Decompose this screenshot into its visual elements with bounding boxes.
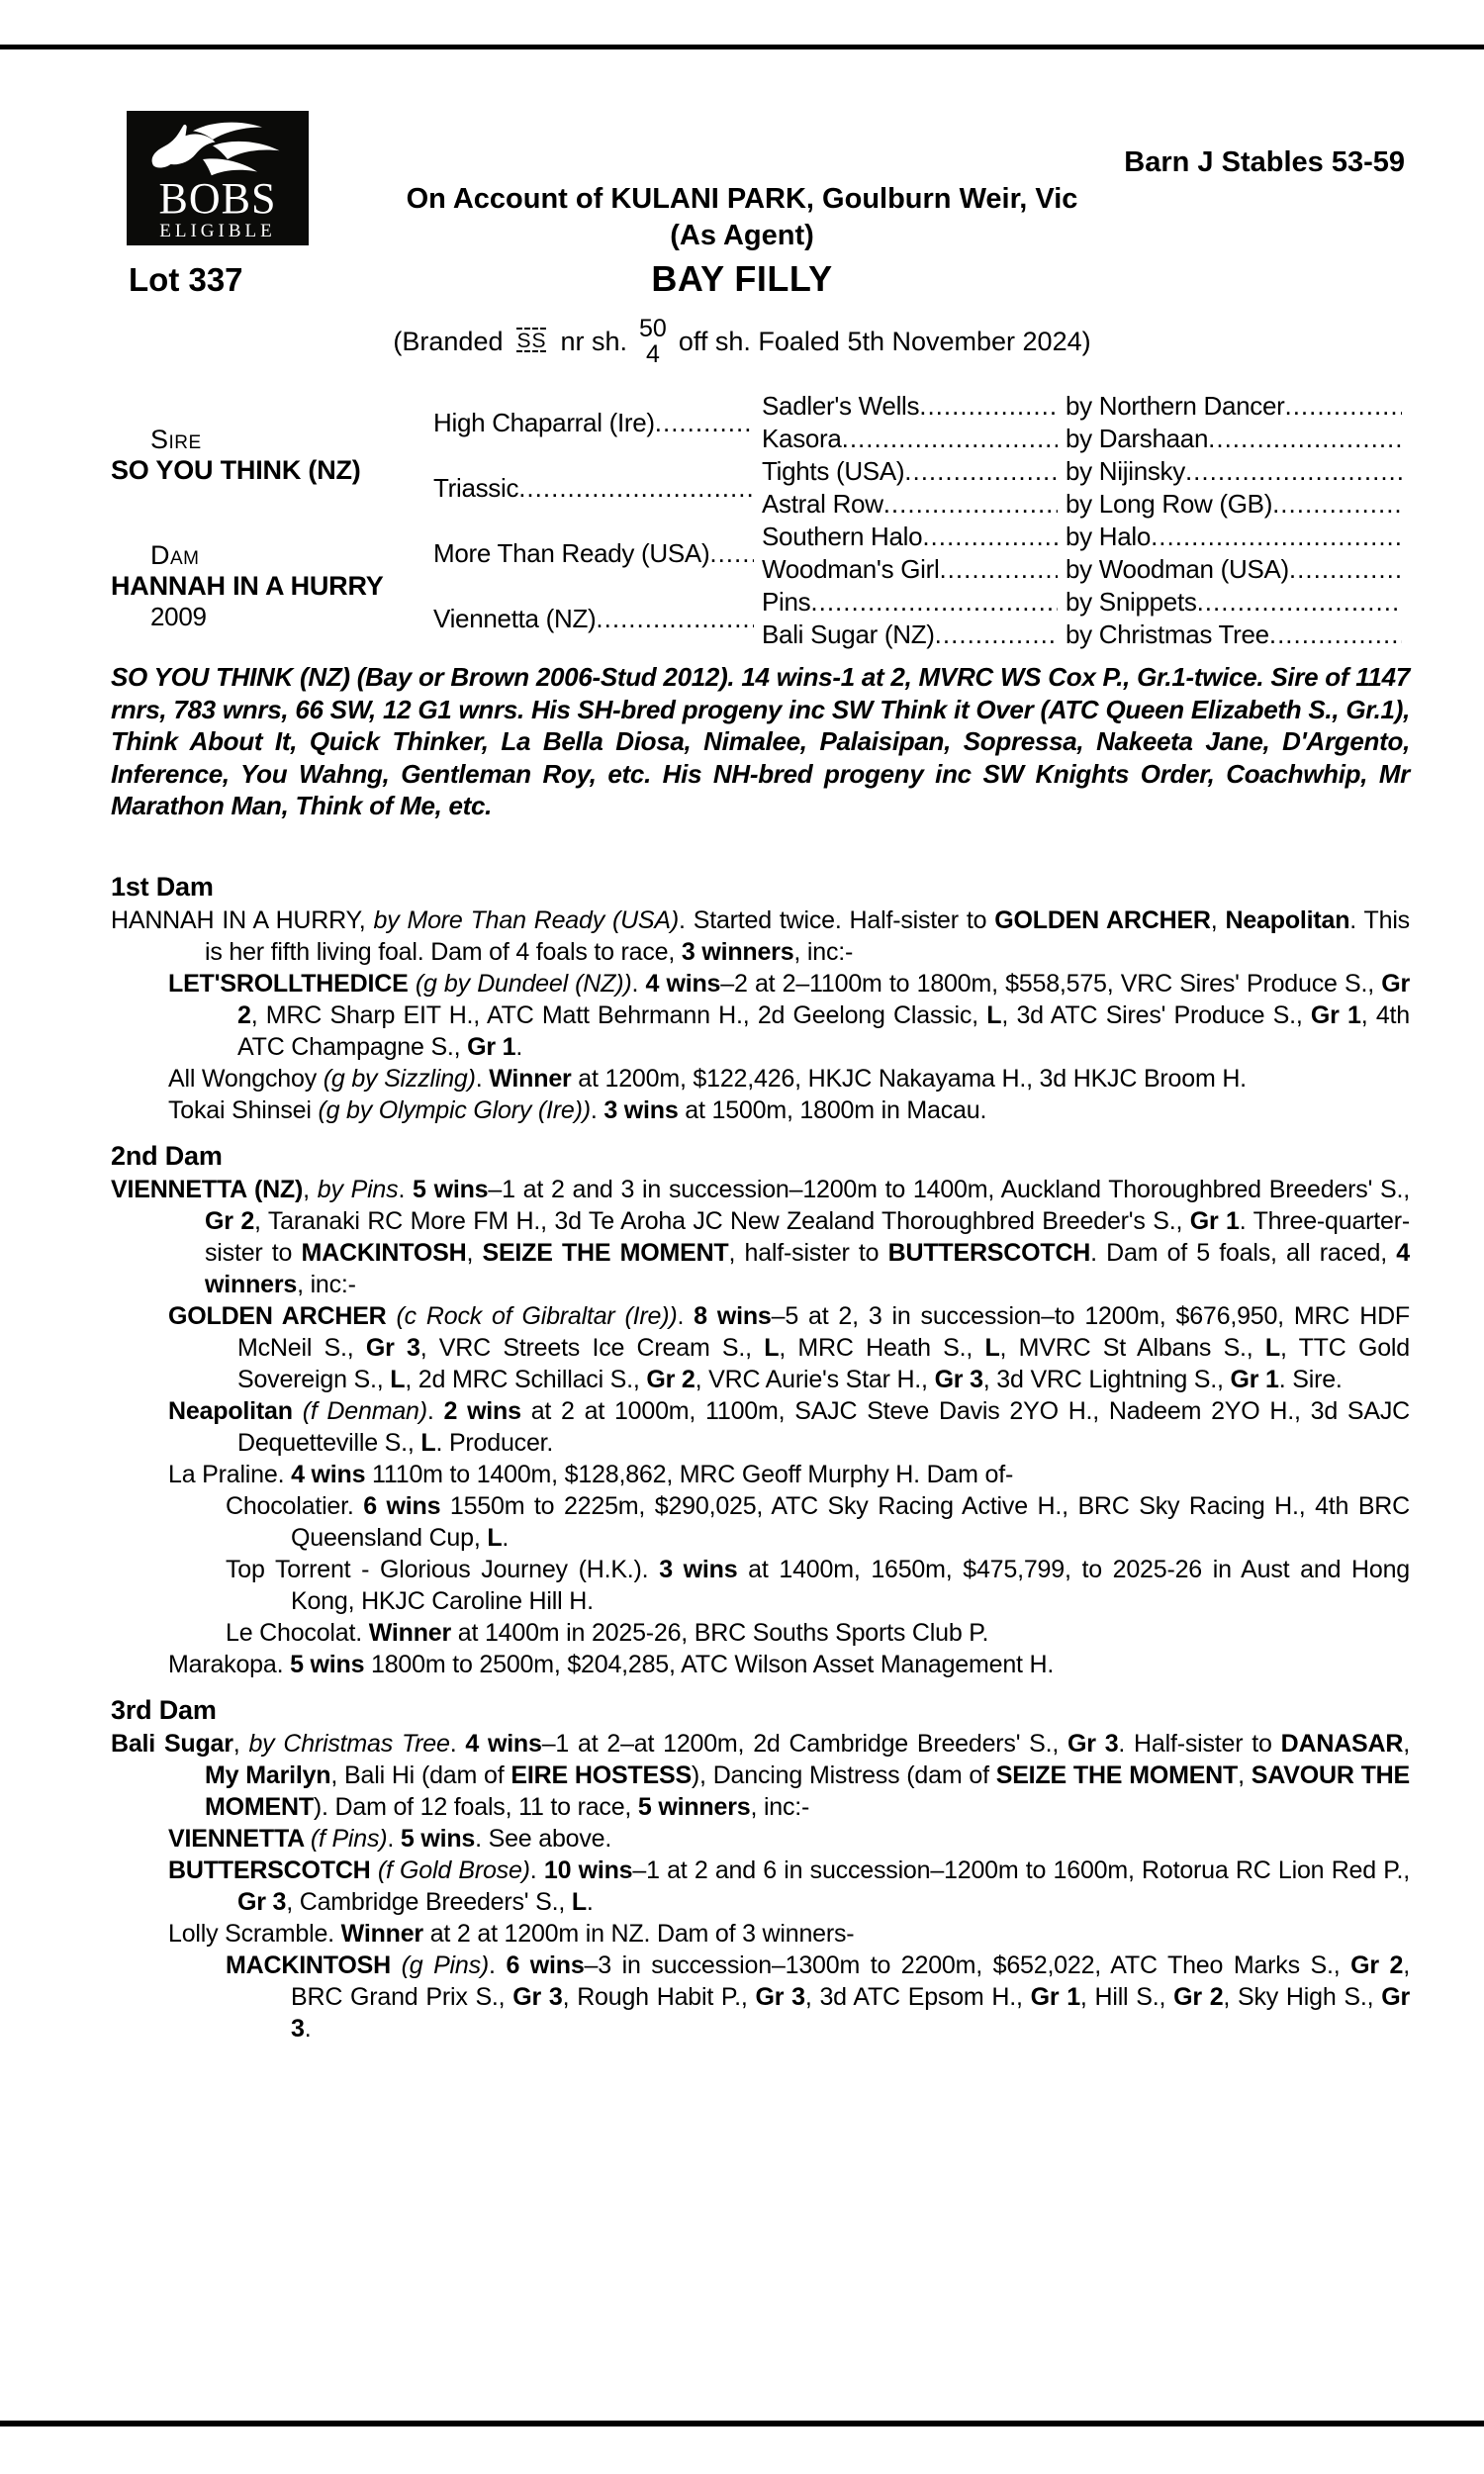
dot-leader — [596, 604, 754, 634]
gen2-entry: High Chaparral (Ire) ..... — [433, 408, 762, 438]
sire-label: Sire — [150, 425, 202, 454]
gen3-entry: Pins ..... — [762, 587, 1066, 618]
gen3-entry: Bali Sugar (NZ) ..... — [762, 619, 1066, 650]
sire-name: SO YOU THINK (NZ) — [111, 455, 361, 485]
consignor-line: On Account of KULANI PARK, Goulburn Weir, Vic — [406, 183, 1078, 215]
dot-leader — [904, 456, 1058, 487]
gen3-entry: Kasora ..... — [762, 424, 1066, 454]
section-heading: 2nd Dam — [111, 1141, 223, 1171]
gen4-entry: by Darshaan ..... — [1066, 424, 1410, 454]
pedigree-entry: Bali Sugar, by Christmas Tree. 4 wins–1 at 2–at 1200m, 2d Cambridge Breeders' S., Gr 3. Half-sister to DANASAR, My Marilyn, Bali Hi (dam of EIRE HOSTESS), Dancing Mistress (dam of SEIZE THE MOMENT, SAVOUR THE MOMENT). Dam of 12 foals, 11 to race, 5 winners, inc:- — [111, 1730, 1410, 1821]
gen3-entry: Southern Halo ..... — [762, 522, 1066, 552]
lot-number: Lot 337 — [129, 261, 243, 298]
pedigree-table — [111, 390, 1410, 651]
brand-line — [0, 305, 1484, 378]
sire-summary: SO YOU THINK (NZ) (Bay or Brown 2006-Stud 2012). 14 wins-1 at 2, MVRC WS Cox P., Gr.1-twice. Sire of 1147 rnrs, 783 wnrs, 66 SW, 12 G1 wnrs. His SH-bred progeny inc SW Think it Over (ATC Queen Elizabeth S., Gr.1), Think About It, Quick Thinker, La Bella Diosa, Nimalee, Palaisipan, Sopressa, Nakeeta Jane, D'Argento, Inference, You Wahng, Gentleman Roy, etc. His NH-bred progeny inc SW Knights Order, Coachwhip, Mr Marathon Man, Think of Me, etc. — [111, 662, 1410, 820]
pedigree-entry: VIENNETTA (f Pins). 5 wins. See above. — [168, 1825, 612, 1853]
dam-cell — [111, 540, 433, 632]
pedigree-entry: Tokai Shinsei (g by Olympic Glory (Ire)). 3 wins at 1500m, 1800m in Macau. — [168, 1096, 987, 1124]
dot-leader — [1284, 391, 1402, 422]
pedigree-entry: Chocolatier. 6 wins 1550m to 2225m, $290,025, ATC Sky Racing Active H., BRC Sky Racing H., 4th BRC Queensland Cup, L. — [226, 1492, 1410, 1552]
brand-number-top: 50 — [639, 315, 667, 342]
dot-leader — [810, 587, 1058, 618]
brand-suffix: off sh. Foaled 5th November 2024) — [678, 326, 1091, 356]
page-rule-top — [0, 45, 1484, 49]
pedigree-entry: LET'SROLLTHEDICE (g by Dundeel (NZ)). 4 wins–2 at 2–1100m to 1800m, $558,575, VRC Sires' Produce S., Gr 2, MRC Sharp EIT H., ATC Matt Behrmann H., 2d Geelong Classic, L, 3d ATC Sires' Produce S., Gr 1, 4th ATC Champagne S., Gr 1. — [168, 970, 1411, 1061]
pedigree-entry: All Wongchoy (g by Sizzling). Winner at 1200m, $122,426, HKJC Nakayama H., 3d HKJC Broom H. — [168, 1065, 1247, 1093]
pedigree-entry: La Praline. 4 wins 1110m to 1400m, $128,862, MRC Geoff Murphy H. Dam of- — [168, 1461, 1014, 1488]
gen4-entry: by Long Row (GB) ..... — [1066, 489, 1410, 520]
dot-leader — [1272, 489, 1402, 520]
section-2nd-dam — [111, 1140, 1410, 1680]
gen2-entry: Triassic ..... — [433, 473, 762, 504]
brand-mark-icon: SS — [516, 330, 547, 352]
gen4-entry: by Northern Dancer ..... — [1066, 391, 1410, 422]
dot-leader — [1151, 522, 1402, 552]
dot-leader — [655, 408, 754, 438]
brand-number-bottom: 4 — [645, 340, 660, 368]
pedigree-entry: Neapolitan (f Denman). 2 wins at 2 at 1000m, 1100m, SAJC Steve Davis 2YO H., Nadeem 2YO H., 3d SAJC Dequetteville S., L. Producer. — [168, 1397, 1411, 1457]
gen4-entry: by Halo ..... — [1066, 522, 1410, 552]
produce-record — [111, 871, 1410, 2045]
dot-leader — [842, 424, 1058, 454]
dam-label: Dam — [150, 539, 200, 570]
pedigree-entry: HANNAH IN A HURRY, by More Than Ready (USA). Started twice. Half-sister to GOLDEN ARCHER, Neapolitan. This is her fifth living foal. Dam of 4 foals to race, 3 winners, inc:- — [111, 906, 1410, 966]
gen3-entry: Sadler's Wells ..... — [762, 391, 1066, 422]
dam-year: 2009 — [150, 601, 207, 631]
pedigree-entry: Le Chocolat. Winner at 1400m in 2025-26, BRC Souths Sports Club P. — [226, 1619, 989, 1647]
pedigree-entry: MACKINTOSH (g Pins). 6 wins–3 in succession–1300m to 2200m, $652,022, ATC Theo Marks S., Gr 2, BRC Grand Prix S., Gr 3, Rough Habit P., Gr 3, 3d ATC Epsom H., Gr 1, Hill S., Gr 2, Sky High S., Gr 3. — [226, 1951, 1410, 2043]
pedigree-entry: Top Torrent - Glorious Journey (H.K.). 3 wins at 1400m, 1650m, $475,799, to 2025-26 in Aust and Hong Kong, HKJC Caroline Hill H. — [226, 1556, 1410, 1615]
dot-leader — [922, 522, 1058, 552]
dot-leader — [939, 554, 1058, 585]
bobs-logo-sub: ELIGIBLE — [159, 221, 276, 241]
horse-title: BAY FILLY — [651, 258, 833, 299]
section-heading: 3rd Dam — [111, 1695, 217, 1725]
section-3rd-dam — [111, 1694, 1410, 2045]
section-heading: 1st Dam — [111, 872, 214, 902]
dot-leader — [883, 489, 1058, 520]
pedigree-entry: VIENNETTA (NZ), by Pins. 5 wins–1 at 2 and 3 in succession–1200m to 1400m, Auckland Thoroughbred Breeders' S., Gr 2, Taranaki RC More FM H., 3d Te Aroha JC New Zealand Thoroughbred Breeder's S., Gr 1. Three-quarter-sister to MACKINTOSH, SEIZE THE MOMENT, half-sister to BUTTERSCOTCH. Dam of 5 foals, all raced, 4 winners, inc:- — [111, 1176, 1410, 1298]
sire-cell — [111, 425, 433, 486]
dot-leader — [919, 391, 1058, 422]
pedigree-entry: Marakopa. 5 wins 1800m to 2500m, $204,285, ATC Wilson Asset Management H. — [168, 1651, 1055, 1678]
barn-info: Barn J Stables 53-59 — [1124, 146, 1405, 178]
pedigree-entry: BUTTERSCOTCH (f Gold Brose). 10 wins–1 at 2 and 6 in succession–1200m to 1600m, Rotorua RC Lion Red P., Gr 3, Cambridge Breeders' S., L. — [168, 1856, 1411, 1916]
page-rule-bottom — [0, 2421, 1484, 2426]
pedigree-entry: Lolly Scramble. Winner at 2 at 1200m in NZ. Dam of 3 winners- — [168, 1920, 855, 1948]
brand-prefix: (Branded — [393, 326, 504, 356]
pedigree-entry: GOLDEN ARCHER (c Rock of Gibraltar (Ire)). 8 wins–5 at 2, 3 in succession–to 1200m, $676,950, MRC HDF McNeil S., Gr 3, VRC Streets Ice Cream S., L, MRC Heath S., L, MVRC St Albans S., L, TTC Gold Sovereign S., L, 2d MRC Schillaci S., Gr 2, VRC Aurie's Star H., Gr 3, 3d VRC Lightning S., Gr 1. Sire. — [168, 1302, 1410, 1393]
dot-leader — [1269, 619, 1402, 650]
dot-leader — [1197, 587, 1402, 618]
dot-leader — [518, 473, 754, 504]
dot-leader — [935, 619, 1058, 650]
horse-head-icon — [143, 121, 292, 178]
brand-near-shoulder: nr sh. — [560, 326, 628, 356]
gen4-entry: by Nijinsky ..... — [1066, 456, 1410, 487]
section-1st-dam — [111, 871, 1410, 1126]
gen4-entry: by Snippets ..... — [1066, 587, 1410, 618]
brand-number-stack — [639, 316, 667, 367]
gen4-entry: by Christmas Tree ..... — [1066, 619, 1410, 650]
dot-leader — [1289, 554, 1402, 585]
gen4-entry: by Woodman (USA) ..... — [1066, 554, 1410, 585]
gen2-entry: Viennetta (NZ) ..... — [433, 604, 762, 634]
dot-leader — [709, 538, 754, 569]
dam-name: HANNAH IN A HURRY — [111, 570, 384, 601]
bobs-logo-word: BOBS — [158, 174, 277, 223]
dot-leader — [1185, 456, 1402, 487]
dot-leader — [1208, 424, 1402, 454]
gen2-entry: More Than Ready (USA) ..... — [433, 538, 762, 569]
gen3-entry: Woodman's Girl ..... — [762, 554, 1066, 585]
gen3-entry: Tights (USA) ..... — [762, 456, 1066, 487]
agent-line: (As Agent) — [670, 220, 814, 251]
gen3-entry: Astral Row ..... — [762, 489, 1066, 520]
